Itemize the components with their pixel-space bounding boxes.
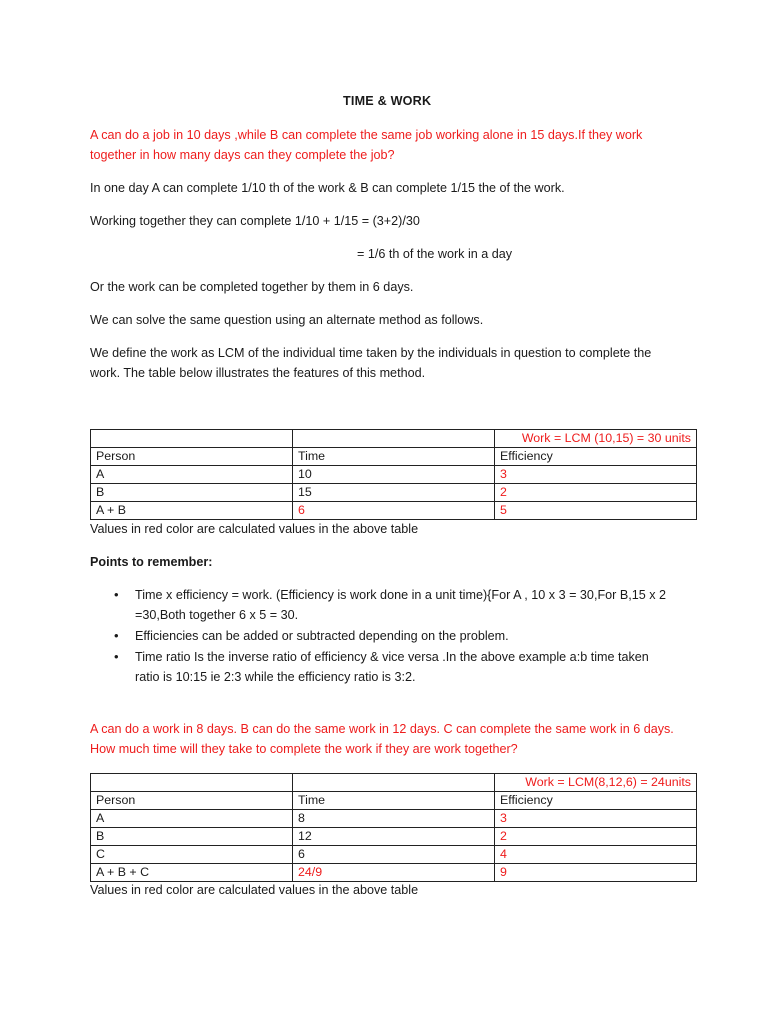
problem1-paragraph-3: = 1/6 th of the work in a day — [357, 247, 513, 261]
table-cell-person: A — [91, 466, 293, 484]
table-cell-time: 24/9 — [293, 864, 495, 882]
table-row — [91, 466, 697, 484]
table-cell-efficiency: 3 — [495, 810, 697, 828]
table-1-header-row — [91, 448, 697, 466]
table-2-header-efficiency: Efficiency — [495, 792, 697, 810]
table-1-work-header: Work = LCM (10,15) = 30 units — [495, 430, 697, 448]
table-cell-person: B — [91, 828, 293, 846]
problem1-paragraph-6-line1: We define the work as LCM of the individual time taken by the individuals in question to complete the — [90, 346, 652, 360]
table-2-work-row — [91, 774, 697, 792]
point-3-line1: Time ratio Is the inverse ratio of efficiency & vice versa .In the above example a:b time taken — [135, 650, 649, 664]
table-2-header-time: Time — [293, 792, 495, 810]
table-cell-time: 15 — [293, 484, 495, 502]
table-1-header-efficiency: Efficiency — [495, 448, 697, 466]
table-2-work-header: Work = LCM(8,12,6) = 24units — [495, 774, 697, 792]
table-cell-person: C — [91, 846, 293, 864]
list-item — [90, 626, 690, 646]
table-cell-person: A + B — [91, 502, 293, 520]
point-3-line2: ratio is 10:15 ie 2:3 while the efficiency ratio is 3:2. — [135, 670, 416, 684]
bullet-icon: • — [114, 587, 119, 602]
table-1-header-time: Time — [293, 448, 495, 466]
problem2-question-line2: How much time will they take to complete the work if they are work together? — [90, 742, 518, 756]
point-1-line1: Time x efficiency = work. (Efficiency is work done in a unit time){For A , 10 x 3 = 30,For B,15 x 2 — [135, 588, 667, 602]
bullet-icon: • — [114, 649, 119, 664]
problem1-paragraph-1: In one day A can complete 1/10 th of the work & B can complete 1/15 the of the work. — [90, 181, 565, 195]
table-row — [91, 810, 697, 828]
problem1-paragraph-4: Or the work can be completed together by them in 6 days. — [90, 280, 414, 294]
page-title: TIME & WORK — [343, 94, 432, 108]
bullet-icon: • — [114, 628, 119, 643]
table-2-note: Values in red color are calculated values in the above table — [90, 883, 419, 897]
problem1-paragraph-6-line2: work. The table below illustrates the features of this method. — [90, 366, 426, 380]
table-1-header-person: Person — [91, 448, 293, 466]
table-1-work-row — [91, 430, 697, 448]
points-list — [90, 585, 690, 688]
table-cell-time: 6 — [293, 502, 495, 520]
table-2-header-row — [91, 792, 697, 810]
table-cell-efficiency: 4 — [495, 846, 697, 864]
table-1-note: Values in red color are calculated values in the above table — [90, 522, 419, 536]
table-cell-person: A + B + C — [91, 864, 293, 882]
list-item — [90, 647, 690, 687]
points-heading: Points to remember: — [90, 555, 213, 569]
table-cell-person: B — [91, 484, 293, 502]
table-cell-efficiency: 2 — [495, 484, 697, 502]
table-row — [91, 502, 697, 520]
table-row — [91, 864, 697, 882]
problem1-question-line2: together in how many days can they complete the job? — [90, 148, 395, 162]
point-1-line2: =30,Both together 6 x 5 = 30. — [135, 608, 299, 622]
table-2 — [90, 773, 697, 882]
problem1-paragraph-5: We can solve the same question using an alternate method as follows. — [90, 313, 484, 327]
table-cell-person: A — [91, 810, 293, 828]
problem1-paragraph-2: Working together they can complete 1/10 + 1/15 = (3+2)/30 — [90, 214, 420, 228]
table-cell-efficiency: 9 — [495, 864, 697, 882]
point-2-line1: Efficiencies can be added or subtracted depending on the problem. — [135, 629, 509, 643]
table-2-header-person: Person — [91, 792, 293, 810]
table-cell-time: 10 — [293, 466, 495, 484]
table-cell-efficiency: 2 — [495, 828, 697, 846]
table-row — [91, 484, 697, 502]
problem2-question-line1: A can do a work in 8 days. B can do the same work in 12 days. C can complete the same work in 6 days. — [90, 722, 674, 736]
table-cell-time: 8 — [293, 810, 495, 828]
table-row — [91, 846, 697, 864]
list-item — [90, 585, 690, 625]
table-row — [91, 828, 697, 846]
table-1 — [90, 429, 697, 520]
table-cell-efficiency: 3 — [495, 466, 697, 484]
table-cell-time: 6 — [293, 846, 495, 864]
table-cell-efficiency: 5 — [495, 502, 697, 520]
table-cell-time: 12 — [293, 828, 495, 846]
problem1-question-line1: A can do a job in 10 days ,while B can complete the same job working alone in 15 days.If they work — [90, 128, 643, 142]
